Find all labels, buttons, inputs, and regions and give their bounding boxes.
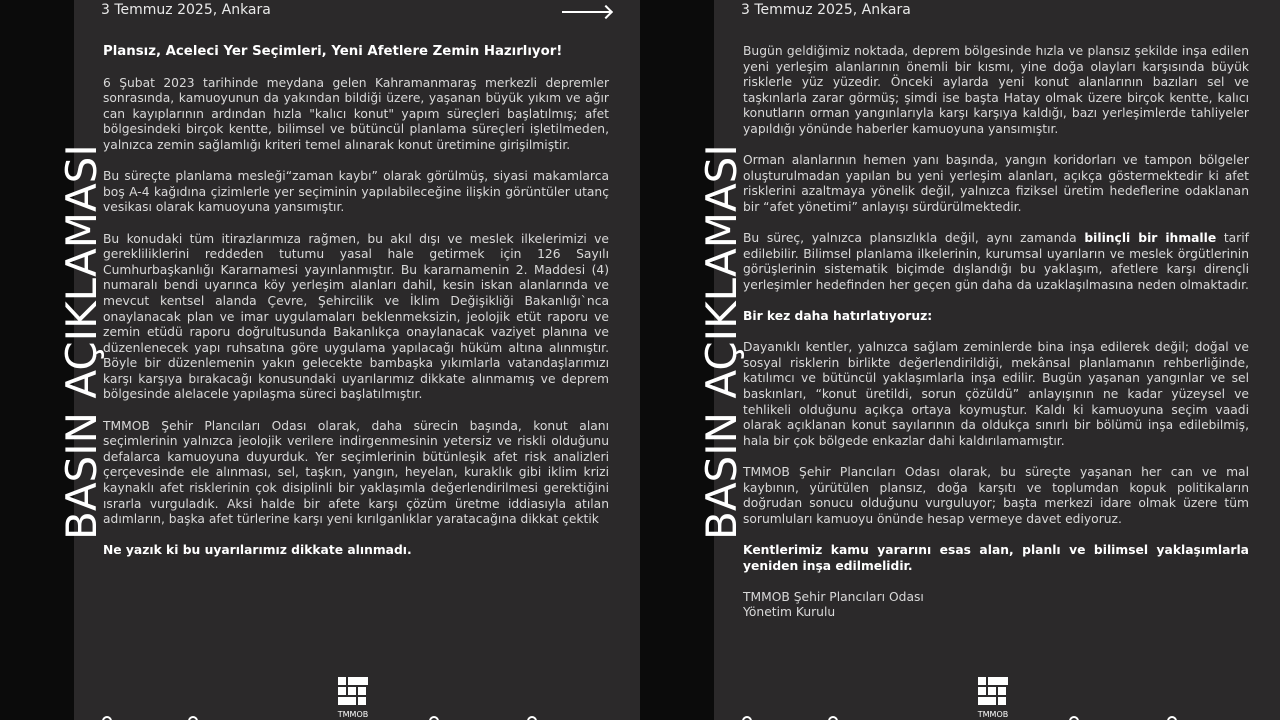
paragraph-3-bold: bilinçli bir ihmalle [1084,231,1217,246]
paragraph-3-start: Bu süreç, yalnızca plansızlıkla değil, aynı zamanda [743,231,1085,246]
paragraph-2: Bu süreçte planlama mesleği“zaman kaybı” olarak görülmüş, siyasi makamlarca boş A-4 kağıdına çizimlerle yer seçiminin yapılabileceğine ilişkin görüntüler utanç vesikası olarak kamuoyuna yansımıştır. [103,169,609,215]
press-page-left [74,0,640,720]
paragraph-1: Bugün geldiğimiz noktada, deprem bölgesinde hızla ve plansız şekilde inşa edilen yeni yerleşim alanlarının önemli bir kısmı, yine doğa olayları karşısında büyük risklerle yüz yüzedir. Önceki aylarda yeni konut alanlarının bazıları sel ve taşkınlarla zarar görmüş; şimdi ise başta Hatay olmak üzere birçok kentte, kalıcı konutların orman yangınlarıyla karşı karşıya kaldığı, bazı yerleşimlerde tahliyeler yapıldığı yönünde haberler kamuoyuna yansımıştır. [743,44,1249,136]
reminder-heading: Bir kez daha hatırlatıyoruz: [743,309,933,324]
press-heading: Plansız, Aceleci Yer Seçimleri, Yeni Afetlere Zemin Hazırlıyor! [103,44,563,59]
logo-text: TMMOB [337,710,369,719]
paragraph-1: 6 Şubat 2023 tarihinde meydana gelen Kahramanmaraş merkezli depremler sonrasında, kamuoyunun da yakından bildiği üzere, yaşanan büyük yıkım ve ağır can kayıplarının ardından hızla "kalıcı konut" yapım süreçleri başlatılmış; afet bölgesindeki birçok kentte, bilimsel ve bütüncül planlama süreçleri işletilmeden, yalnızca zemin sağlamlığı kriteri temel alınarak konut üretimine girişilmiştir. [103,75,609,152]
side-title-left: BASIN AÇIKLAMASI [57,144,106,540]
paragraph-3-end: tarif edilebilir. Bilimsel planlama ilkelerinin, kurumsal uyarıların ve meslek örgütlerinin görüşlerinin sistematik biçimde dışlandığı bu yaklaşım, afetlere karşı dirençli yerleşimler hedefinden her geçen gün daha da uzaklaşılmasına neden olmaktadır. [743,231,1249,292]
signature-line-2: Yönetim Kurulu [743,605,836,620]
date-label: 3 Temmuz 2025, Ankara [741,2,911,18]
conclusion-statement: Kentlerimiz kamu yararını esas alan, planlı ve bilimsel yaklaşımlarla yeniden inşa edilmelidir. [743,543,1249,573]
press-body-left [103,44,609,575]
paragraph-2: Orman alanlarının hemen yanı başında, yangın koridorları ve tampon bölgeler oluşturulmadan yapılan bu yeni yerleşim alanları, açıkça göstermektedir ki afet risklerini azaltmaya yönelik değil, yalnızca fiziksel üretim hedeflerine odaklanan bir “afet yönetimi” anlayışı sürdürülmektedir. [743,153,1249,214]
press-page-right [714,0,1280,720]
signature-line-1: TMMOB Şehir Plancıları Odası [743,589,924,604]
press-body-right [743,44,1249,621]
date-label: 3 Temmuz 2025, Ankara [101,2,271,18]
tmmob-logo-icon [338,677,368,707]
logo-text: TMMOB [977,710,1009,719]
paragraph-3: Bu konudaki tüm itirazlarımıza rağmen, bu akıl dışı ve meslek ilkelerimizi ve gerekliliklerini reddeden tutumu yasal hale getirmek için 126 Sayılı Cumhurbaşkanlığı Kararnamesi yayınlanmıştır. Bu kararnamenin 2. Maddesi (4) numaralı bendi uyarınca köy yerleşim alanları dahil, kesin iskan alanlarında ve mevcut kentsel alanda Çevre, Şehircilik ve İklim Değişikliği Bakanlığı`nca onaylanacak plan ve imar uygulamaları beklenmeksizin, jeolojik etüt raporu ve zemin etüdü raporu doğrultusunda Bakanlıkça onaylanacak vaziyet planına ve düzenlenecek yapı ruhsatına göre uygulama yapılacağı hüküm altına alınmıştır. Böyle bir düzenlemenin yakın gelecekte bambaşka yıkımlarla vatandaşlarımızı karşı karşıya bırakacağı konusundaki uyarılarımız dikkate alınmamış ve deprem bölgesinde alelacele yapılaşma süreci başlatılmıştır. [103,231,609,402]
arrow-right-icon[interactable] [562,11,610,13]
side-title-right: BASIN AÇIKLAMASI [697,144,746,540]
paragraph-4: TMMOB Şehir Plancıları Odası olarak, daha sürecin başında, konut alanı seçimlerinin yalnızca jeolojik verilere indirgenmesinin yetersiz ve riskli olduğunu defalarca kamuoyuna duyurduk. Yer seçimlerinin bütünleşik afet risk analizleri çerçevesinde ele alınması, sel, taşkın, yangın, heyelan, kuraklık gibi iklim krizi kaynaklı afet risklerinin çok disiplinli bir yaklaşımla değerlendirilmesi gerektiğini ısrarla vurguladık. Aksi halde bir afete karşı çözüm üretme iddiasıyla atılan adımların, başka afet türlerine karşı yeni kırılganlıklar yaratacağına dikkat çektik [103,418,609,527]
paragraph-5: TMMOB Şehir Plancıları Odası olarak, bu süreçte yaşanan her can ve mal kaybının, yürütülen plansız, doğa karşıtı ve toplumdan kopuk politikaların doğrudan sonucu olduğunu vurguluyor; başta merkezi idare olmak üzere tüm sorumluları kamuoyu önünde hesap vermeye davet ediyoruz. [743,465,1249,526]
paragraph-4: Dayanıklı kentler, yalnızca sağlam zeminlerde bina inşa edilerek değil; doğal ve sosyal risklerin birlikte değerlendirildiği, mekânsal planlamanın rehberliğinde, katılımcı ve bütüncül yaklaşımlarla inşa edilir. Bugün yaşanan yangınlar ve sel baskınları, “konut üretildi, sorun çözüldü” anlayışının ne kadar yüzeysel ve tehlikeli olduğunu açıkça ortaya koymuştur. Kaldı ki kamuoyuna seçim vaadi olarak açıklanan konut sayılarının da oldukça sınırlı bir bölümü inşa edilebilmiş, hala bir çok bölgede enkazlar dahi kaldırılamamıştır. [743,340,1249,448]
tmmob-logo-icon [978,677,1008,707]
paragraph-3 [743,231,1249,293]
closing-statement: Ne yazık ki bu uyarılarımız dikkate alınmadı. [103,543,412,558]
